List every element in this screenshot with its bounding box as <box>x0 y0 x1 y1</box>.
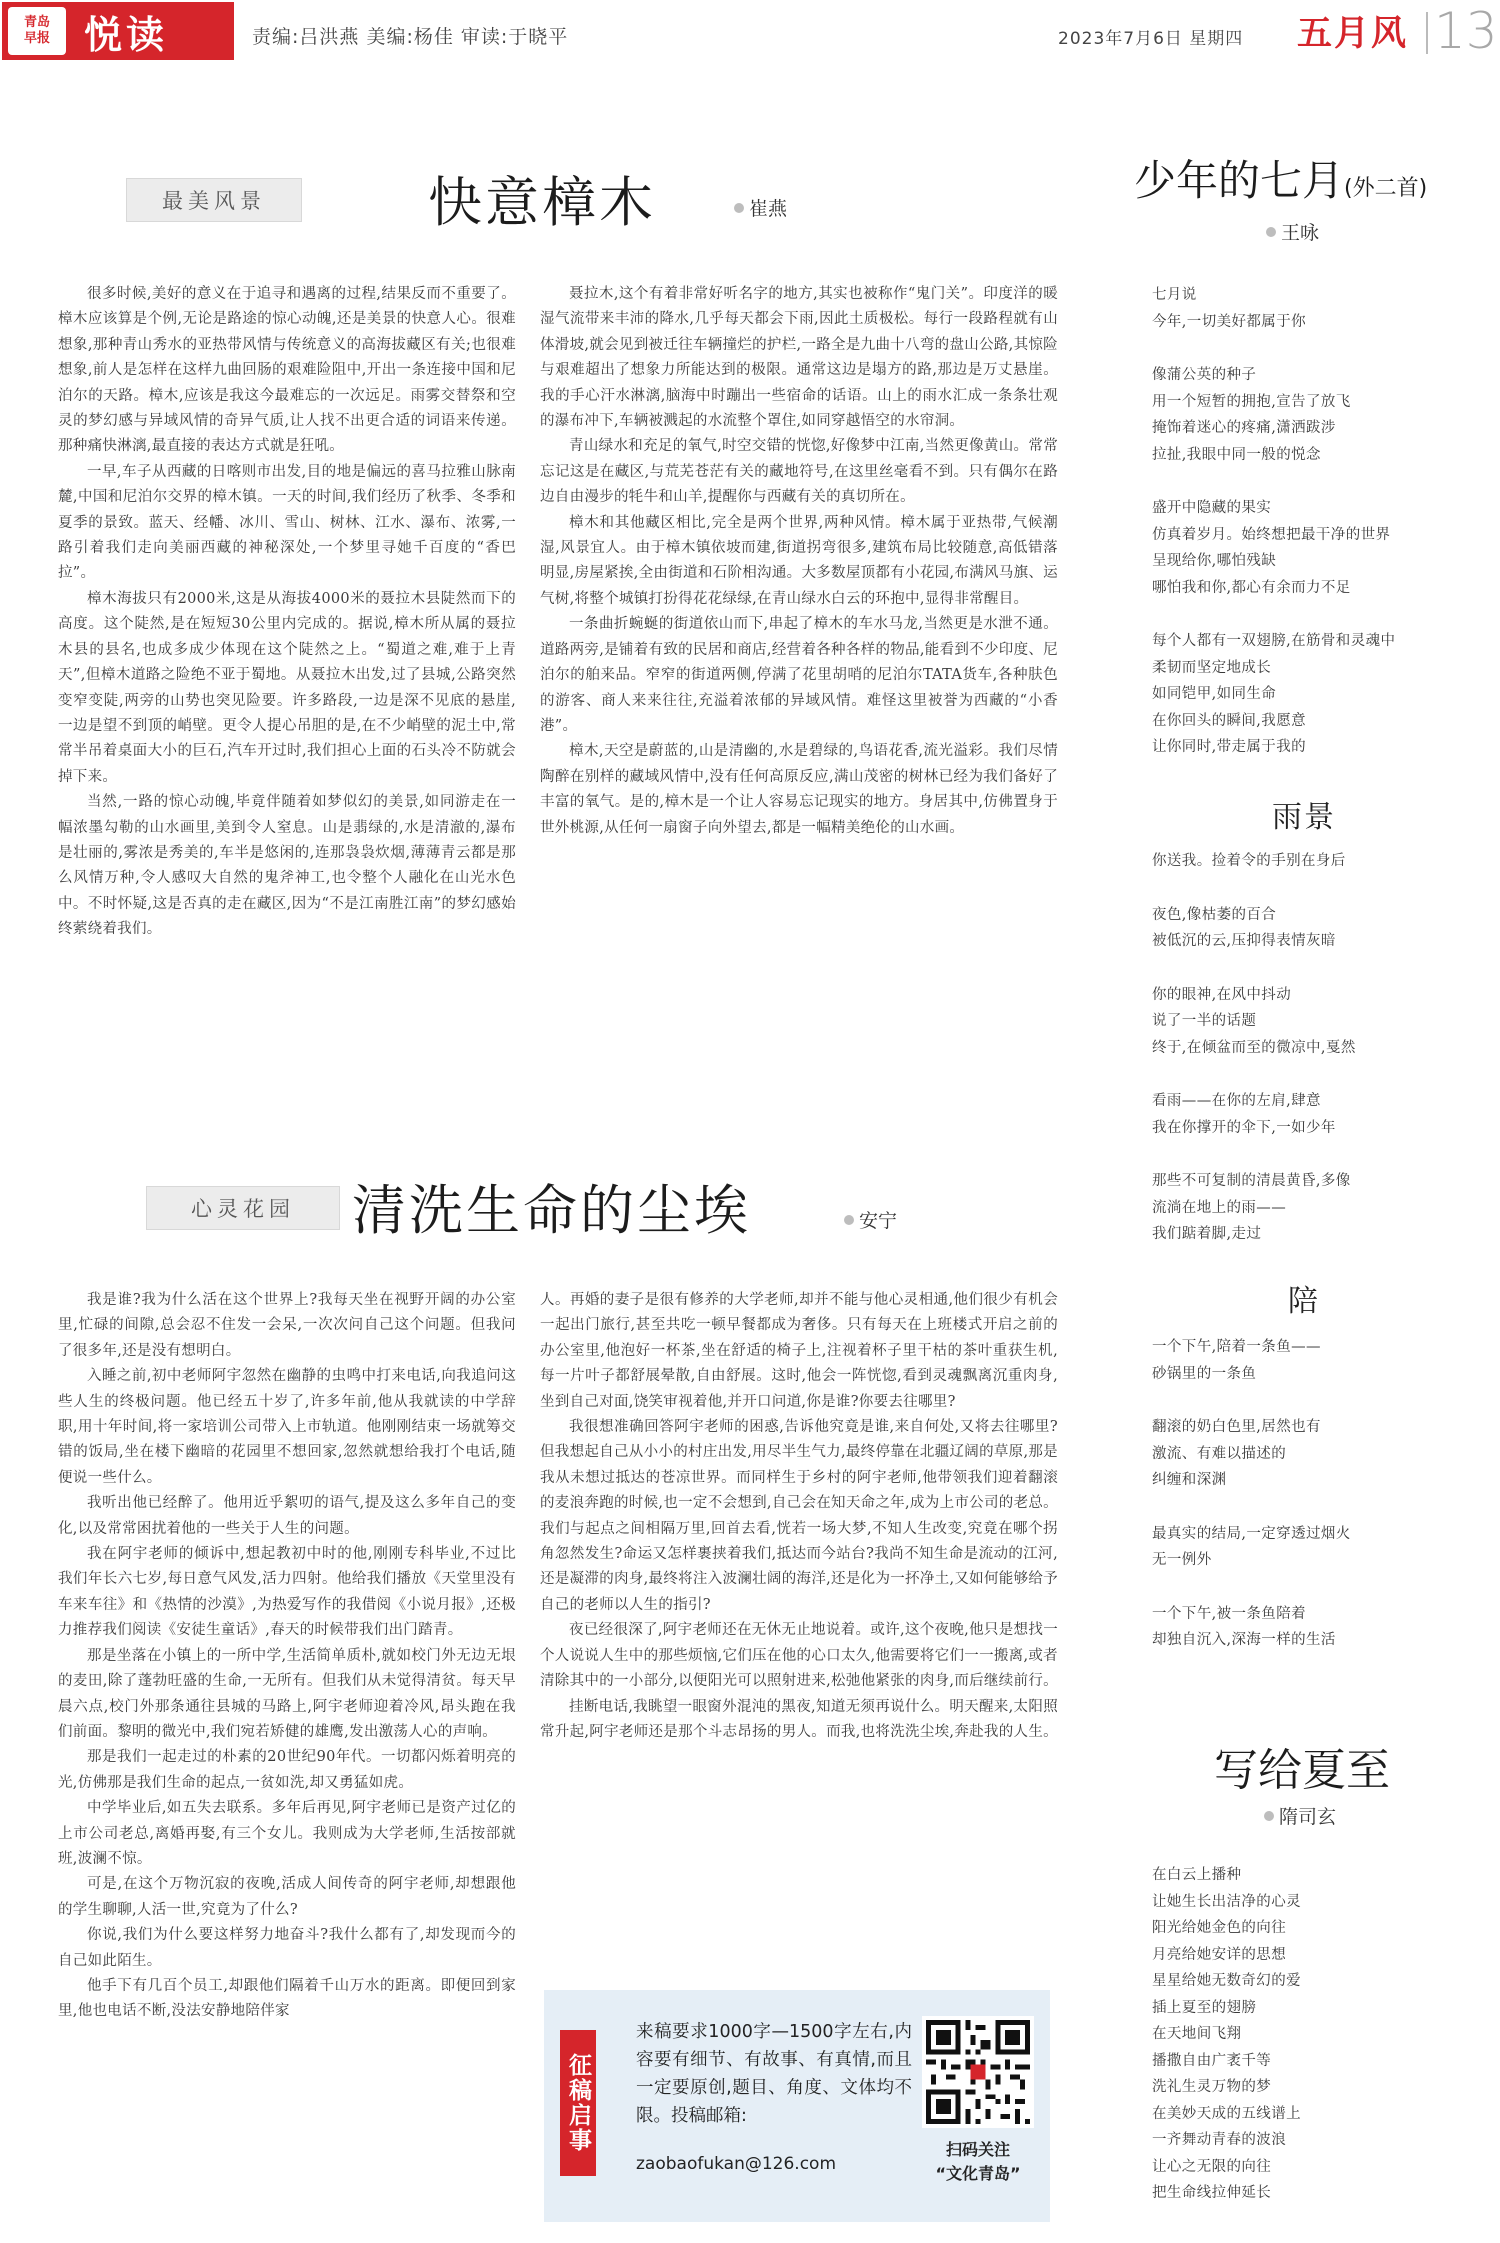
masthead <box>0 0 1500 62</box>
poem-stanza <box>1152 1334 1351 1387</box>
poem-stanza <box>1152 362 1395 468</box>
paragraph: 青山绿水和充足的氧气,时空交错的恍惚,好像梦中江南,当然更像黄山。常常忘记这是在藏区,与荒芜苍茫有关的藏地符号,在这里丝毫看不到。只有偶尔在路边自由漫步的牦牛和山羊,提醒你与西藏有关的真切所在。 <box>540 438 1058 506</box>
paragraph: 他手下有几百个员工,却跟他们隔着千山万水的距离。即便回到家里,他也电话不断,没法安静地陪伴家 <box>58 1977 516 2020</box>
poem-line: 无一例外 <box>1152 1552 1212 1568</box>
poem1-title-suffix: (外二首) <box>1344 176 1428 201</box>
poem1-title <box>1134 148 1427 208</box>
poem-line: 激流、有难以描述的 <box>1152 1445 1287 1462</box>
article2-title: 清洗生命的尘埃 <box>352 1179 751 1242</box>
article1-title: 快意樟木 <box>428 171 656 234</box>
poem-stanza <box>1152 1601 1351 1654</box>
poem1-subtitle-rain: 雨景 <box>1272 800 1336 835</box>
poem-line: 每个人都有一双翅膀,在筋骨和灵魂中 <box>1152 633 1396 649</box>
paragraph: 一早,车子从西藏的日喀则市出发,目的地是偏远的喜马拉雅山脉南麓,中国和尼泊尔交界的樟木镇。一天的时间,我们经历了秋季、冬季和夏季的景致。蓝天、经幡、冰川、雪山、树林、江水、瀑布、浓雾,一路引着我们走向美丽西藏的神秘深处,一个梦里寻她千百度的“香巴拉”。 <box>58 463 516 582</box>
poem-line: 像蒲公英的种子 <box>1152 367 1257 383</box>
paragraph: 我在阿宇老师的倾诉中,想起教初中时的他,刚刚专科毕业,不过比我们年长六七岁,每日意气风发,活力四射。他给我们播放《天堂里没有车来车往》和《热情的沙漠》,为热爱写作的我借阅《小说月报》,还极力推荐我们阅读《安徒生童话》,春天的时候带我们出门踏青。 <box>58 1546 516 1639</box>
poem-line: 看雨——在你的左肩,肆意 <box>1152 1093 1321 1109</box>
poem-line: 仿真着岁月。始终想把最干净的世界 <box>1152 526 1391 543</box>
poem-line: 翻滚的奶白色里,居然也有 <box>1152 1419 1321 1435</box>
poem-line: 柔韧而坚定地成长 <box>1152 659 1272 676</box>
section-name: 五月风 <box>1297 13 1409 54</box>
paragraph: 我很想准确回答阿宇老师的困惑,告诉他究竟是谁,来自何处,又将去往哪里?但我想起自己从小小的村庄出发,用尽半生气力,最终停靠在北疆辽阔的草原,那是我从未想过抵达的苍凉世界。而同样生于乡村的阿宇老师,他带领我们迎着翻滚的麦浪奔跑的时候,也一定不会想到,自己会在知天命之年,成为上市公司的老总。我们与起点之间相隔万里,回首去看,恍若一场大梦,不知人生改变,究竟在哪个拐角忽然发生?命运又怎样裹挟着我们,抵达而今站台?我尚不知生命是流动的江河,还是凝滞的肉身,最终将注入波澜壮阔的海洋,还是化为一抔净土,又如何能够给予自己的老师以人生的指引? <box>540 1419 1058 1613</box>
byline-dot-icon <box>844 1215 854 1225</box>
poem-line: 七月说 <box>1152 287 1197 303</box>
paragraph: 很多时候,美好的意义在于追寻和遇离的过程,结果反而不重要了。樟木应该算是个例,无论是路途的惊心动魄,还是美景的快意人心。很难想象,那种青山秀水的亚热带风情与传统意义的高海拔藏区有关;也很难想象,前人是怎样在这样九曲回肠的艰难险阻中,开出一条连接中国和尼泊尔的天路。樟木,应该是我这今最难忘的一次远足。雨雾交替祭和空灵的梦幻感与异域风情的奇异气质,让人找不出更合适的词语来传递。那种痛快淋漓,最直接的表达方式就是狂吼。 <box>58 286 516 455</box>
article2-author: 安宁 <box>859 1210 898 1232</box>
logo-line1: 青岛 <box>23 15 50 30</box>
poem-stanza <box>1152 495 1395 601</box>
section-brand: 悦读 <box>84 11 169 57</box>
poem-line: 我们踮着脚,走过 <box>1152 1226 1262 1242</box>
poem-stanza <box>1152 902 1356 955</box>
article1-author: 崔燕 <box>749 198 788 220</box>
poem1-subtitle-company: 陪 <box>1288 1284 1320 1319</box>
logo-line2: 早报 <box>23 31 50 46</box>
publication-date: 2023年7月6日 星期四 <box>1058 29 1244 49</box>
poem2-author: 隋司玄 <box>1279 1806 1337 1828</box>
poem-line: 月亮给她安详的思想 <box>1152 1946 1287 1963</box>
poem-line: 阳光给她金色的向往 <box>1152 1920 1287 1936</box>
byline-dot-icon <box>734 203 744 213</box>
poem-stanza <box>1152 628 1395 761</box>
qr-caption-line1: 扫码关注 <box>945 2140 1010 2159</box>
poem-stanza <box>1152 1521 1351 1574</box>
poem-line: 我在你撑开的伞下,一如少年 <box>1152 1119 1336 1136</box>
poem-stanza <box>1152 848 1356 875</box>
poem-line: 盛开中隐藏的果实 <box>1152 500 1272 516</box>
poem2-title: 写给夏至 <box>1214 1745 1390 1796</box>
poem-line: 在天地间飞翔 <box>1152 2026 1242 2042</box>
poem-line: 洗礼生灵万物的梦 <box>1152 2079 1272 2095</box>
submission-requirements: 来稿要求1000字—1500字左右,内容要有细节、有故事、有真情,而且一定要原创,题目、角度、文体均不限。投稿邮箱: <box>636 2022 912 2126</box>
poem1-byline <box>1266 218 1319 245</box>
paragraph: 入睡之前,初中老师阿宇忽然在幽静的虫鸣中打来电话,向我追问这些人生的终极问题。他已经五十岁了,许多年前,他从我就读的中学辞职,用十年时间,将一家培训公司带入上市轨道。他刚刚结束一场就筹交错的饭局,坐在楼下幽暗的花园里不想回家,忽然就想给我打个电话,随便说一些什么。 <box>58 1368 516 1486</box>
poem-stanza <box>1152 1168 1356 1248</box>
submission-notice <box>544 1990 1050 2222</box>
paragraph: 樟木和其他藏区相比,完全是两个世界,两种风情。樟木属于亚热带,气候潮湿,风景宜人。由于樟木镇依坡而建,街道拐弯很多,建筑布局比较随意,高低错落明显,房屋紧挨,全由街道和石阶相沟通。大多数屋顶都有小花园,布满风马旗、运气树,将整个城镇打扮得花花绿绿,在青山绿水白云的环抱中,显得非常醒目。 <box>540 514 1058 607</box>
poem-line: 在美妙天成的五线谱上 <box>1152 2105 1301 2122</box>
poem-line: 呈现给你,哪怕残缺 <box>1152 553 1277 569</box>
article2-byline <box>844 1206 897 1233</box>
page-number: 13 <box>1434 2 1498 60</box>
poem-stanza <box>1152 982 1356 1062</box>
poem2-body <box>1152 1862 1301 2207</box>
poem-line: 让她生长出洁净的心灵 <box>1152 1893 1301 1910</box>
paragraph: 我听出他已经醉了。他用近乎絮叨的语气,提及这么多年自己的变化,以及常常困扰着他的一些关于人生的问题。 <box>58 1495 516 1537</box>
poem-line: 纠缠和深渊 <box>1152 1472 1227 1488</box>
poem-line: 星星给她无数奇幻的爱 <box>1152 1973 1301 1989</box>
page-number-divider <box>1426 12 1428 54</box>
paragraph: 可是,在这个万物沉寂的夜晚,活成人间传奇的阿宇老师,却想跟他的学生聊聊,人活一世,究竟为了什么? <box>58 1876 516 1918</box>
paragraph: 那是我们一起走过的朴素的20世纪90年代。一切都闪烁着明亮的光,仿佛那是我们生命的起点,一贫如洗,却又勇猛如虎。 <box>58 1749 516 1791</box>
newspaper-logo-badge <box>8 7 66 55</box>
poem-line: 终于,在倾盆而至的微凉中,戛然 <box>1152 1039 1356 1056</box>
poem-line: 拉扯,我眼中同一般的悦念 <box>1152 446 1321 463</box>
qr-caption <box>910 2138 1046 2186</box>
poem-line: 那些不可复制的清晨黄昏,多像 <box>1152 1173 1351 1189</box>
article1-column-2 <box>540 282 1058 1078</box>
poem-line: 你的眼神,在风中抖动 <box>1152 986 1292 1003</box>
poem1-rain-body <box>1152 848 1356 1275</box>
newspaper-logo <box>2 2 234 60</box>
article2-column-1 <box>58 1288 516 2224</box>
article1-column-1 <box>58 282 516 1078</box>
paragraph: 聂拉木,这个有着非常好听名字的地方,其实也被称作“鬼门关”。印度洋的暖湿气流带来丰沛的降水,几乎每天都会下雨,因此土质极松。每行一段路程就有山体滑坡,就会见到被迁往车辆撞烂的护栏,一路全是九曲十八弯的盘山公路,其惊险与艰难超出了想象力所能达到的极限。通常这边是塌方的路,那边是万丈悬崖。我的手心汗水淋漓,脑海中时蹦出一些宿命的话语。山上的雨水汇成一条条壮观的瀑布冲下,车辆被溅起的水流整个罩住,如同穿越悟空的水帘洞。 <box>540 286 1058 430</box>
submission-email[interactable]: zaobaofukan@126.com <box>636 2154 837 2174</box>
poem-line: 让心之无限的向往 <box>1152 2158 1272 2175</box>
qr-code-icon[interactable] <box>922 2016 1034 2128</box>
poem-stanza <box>1152 1088 1356 1141</box>
poem-line: 夜色,像枯萎的百合 <box>1152 906 1277 923</box>
poem-line: 插上夏至的翅膀 <box>1152 1999 1257 2016</box>
poem-line: 最真实的结局,一定穿透过烟火 <box>1152 1525 1351 1542</box>
submission-notice-tab: 征稿启事 <box>560 2030 596 2176</box>
poem-line: 流淌在地上的雨—— <box>1152 1199 1287 1216</box>
poem-line: 让你同时,带走属于我的 <box>1152 739 1307 755</box>
paragraph: 中学毕业后,如五失去联系。多年后再见,阿宇老师已是资产过亿的上市公司老总,离婚再娶,有三个女儿。我则成为大学老师,生活按部就班,波澜不惊。 <box>58 1800 516 1867</box>
poem-line: 你送我。捡着令的手别在身后 <box>1152 853 1346 869</box>
poem-line: 一个下午,被一条鱼陪着 <box>1152 1605 1307 1622</box>
poem-stanza <box>1152 282 1395 335</box>
paragraph: 樟木,天空是蔚蓝的,山是清幽的,水是碧绿的,鸟语花香,流光溢彩。我们尽情陶醉在别样的藏域风情中,没有任何高原反应,满山茂密的树林已经为我们备好了丰富的氧气。是的,樟木是一个让人容易忘记现实的地方。身居其中,仿佛置身于世外桃源,从任何一扇窗子向外望去,都是一幅精美绝伦的山水画。 <box>540 743 1058 836</box>
paragraph: 那是坐落在小镇上的一所中学,生活简单质朴,就如校门外无边无垠的麦田,除了蓬勃旺盛的生命,一无所有。但我们从未觉得清贫。每天早晨六点,校门外那条通往县城的马路上,阿宇老师迎着冷风,昂头跑在我们前面。黎明的微光中,我们宛若矫健的雄鹰,发出激荡人心的声响。 <box>58 1647 516 1740</box>
paragraph: 樟木海拔只有2000米,这是从海拔4000米的聂拉木县陡然而下的高度。这个陡然,是在短短30公里内完成的。据说,樟木所从属的聂拉木县的县名,也成多成少体现在这个陡然之上。“蜀道之难,难于上青天”,但樟木道路之险绝不亚于蜀地。从聂拉木出发,过了县城,公路突然变窄变陡,两旁的山势也突见险要。许多路段,一边是深不见底的悬崖,一边是望不到顶的峭壁。更令人提心吊胆的是,在不少峭壁的泥土中,常常半吊着桌面大小的巨石,汽车开过时,我们担心上面的石头冷不防就会掉下来。 <box>58 590 516 785</box>
paragraph: 人。再婚的妻子是很有修养的大学老师,却并不能与他心灵相通,他们很少有机会一起出门旅行,甚至共吃一顿早餐都成为奢侈。只有每天在上班楼式开启之前的办公室里,他泡好一杯茶,坐在舒适的椅子上,注视着杯子里干枯的茶叶重获生机,每一片叶子都舒展晕散,自由舒展。这时,他会一阵恍惚,看到灵魂飘离沉重肉身,坐到自己对面,饶笑审视着他,并开口问道,你是谁?你要去往哪里? <box>540 1292 1058 1410</box>
poem-line: 在你回头的瞬间,我愿意 <box>1152 712 1307 729</box>
byline-dot-icon <box>1266 227 1276 237</box>
article2-section-tag: 心灵花园 <box>146 1186 340 1230</box>
byline-dot-icon <box>1264 1811 1274 1821</box>
poem1-body <box>1152 282 1395 788</box>
paragraph: 我是谁?我为什么活在这个世界上?我每天坐在视野开阔的办公室里,忙碌的间隙,总会忍不住发一会呆,一次次问自己这个问题。但我问了很多年,还是没有想明白。 <box>58 1292 516 1359</box>
article2-column-2 <box>540 1288 1058 1978</box>
article1-section-tag: 最美风景 <box>126 178 302 222</box>
poem-line: 掩饰着迷心的疼痛,潇洒跋涉 <box>1152 420 1336 436</box>
paragraph: 一条曲折蜿蜒的街道依山而下,串起了樟木的车水马龙,当然更是水泄不通。道路两旁,是铺着有致的民居和商店,经营着各种各样的物品,能看到不少印度、尼泊尔的舶来品。窄窄的街道两侧,停满了花里胡哨的尼泊尔TATA货车,各种肤色的游客、商人来来往往,充溢着浓郁的异域风情。难怪这里被誉为西藏的“小香港”。 <box>540 616 1058 734</box>
qr-code-graphic <box>926 2020 1030 2124</box>
editors-credit: 责编:吕洪燕 美编:杨佳 审读:于晓平 <box>252 26 569 48</box>
paragraph: 当然,一路的惊心动魄,毕竟伴随着如梦似幻的美景,如同游走在一幅浓墨勾勒的山水画里,美到令人窒息。山是翡绿的,水是清澈的,瀑布是壮丽的,雾浓是秀美的,车半是悠闲的,连那袅袅炊烟,薄薄青云都是那么风情万种,令人感叹大自然的鬼斧神工,也令整个人融化在山光水色中。不时怀疑,这是否真的走在藏区,因为“不是江南胜江南”的梦幻感始终萦绕着我们。 <box>58 794 516 938</box>
qr-caption-line2: “文化青岛” <box>935 2164 1021 2183</box>
article1-byline <box>734 194 787 221</box>
poem1-company-body <box>1152 1334 1351 1681</box>
paragraph: 夜已经很深了,阿宇老师还在无休无止地说着。或许,这个夜晚,他只是想找一个人说说人生中的那些烦恼,它们压在他的心口太久,他需要将它们一一搬离,或者清除其中的一小部分,以便阳光可以照射进来,松弛他紧张的肉身,而后继续前行。 <box>540 1622 1058 1690</box>
poem-line: 一齐舞动青春的波浪 <box>1152 2132 1287 2148</box>
poem-line: 砂锅里的一条鱼 <box>1152 1365 1257 1382</box>
poem-line: 用一个短暂的拥抱,宣告了放飞 <box>1152 393 1351 410</box>
poem-line: 播撒自由广袤千等 <box>1152 2052 1272 2069</box>
poem-line: 在白云上播种 <box>1152 1867 1242 1883</box>
poem-line: 哪怕我和你,都心有余而力不足 <box>1152 579 1351 596</box>
poem-line: 被低沉的云,压抑得表情灰暗 <box>1152 933 1336 949</box>
paragraph: 挂断电话,我眺望一眼窗外混沌的黑夜,知道无须再说什么。明天醒来,太阳照常升起,阿宇老师还是那个斗志昂扬的男人。而我,也将洗洗尘埃,奔赴我的人生。 <box>540 1698 1058 1740</box>
paragraph: 你说,我们为什么要这样努力地奋斗?我什么都有了,却发现而今的自己如此陌生。 <box>58 1927 516 1969</box>
poem1-title-main: 少年的七月 <box>1134 156 1345 205</box>
poem-line: 说了一半的话题 <box>1152 1013 1257 1029</box>
poem2-byline <box>1264 1802 1336 1829</box>
poem-line: 却独自沉入,深海一样的生活 <box>1152 1632 1336 1648</box>
poem-stanza <box>1152 1414 1351 1494</box>
poem-line: 今年,一切美好都属于你 <box>1152 313 1307 330</box>
poem-line: 如同铠甲,如同生命 <box>1152 686 1277 702</box>
poem1-author: 王咏 <box>1281 222 1320 244</box>
poem-line: 一个下午,陪着一条鱼—— <box>1152 1339 1321 1355</box>
poem-line: 把生命线拉伸延长 <box>1152 2185 1272 2201</box>
